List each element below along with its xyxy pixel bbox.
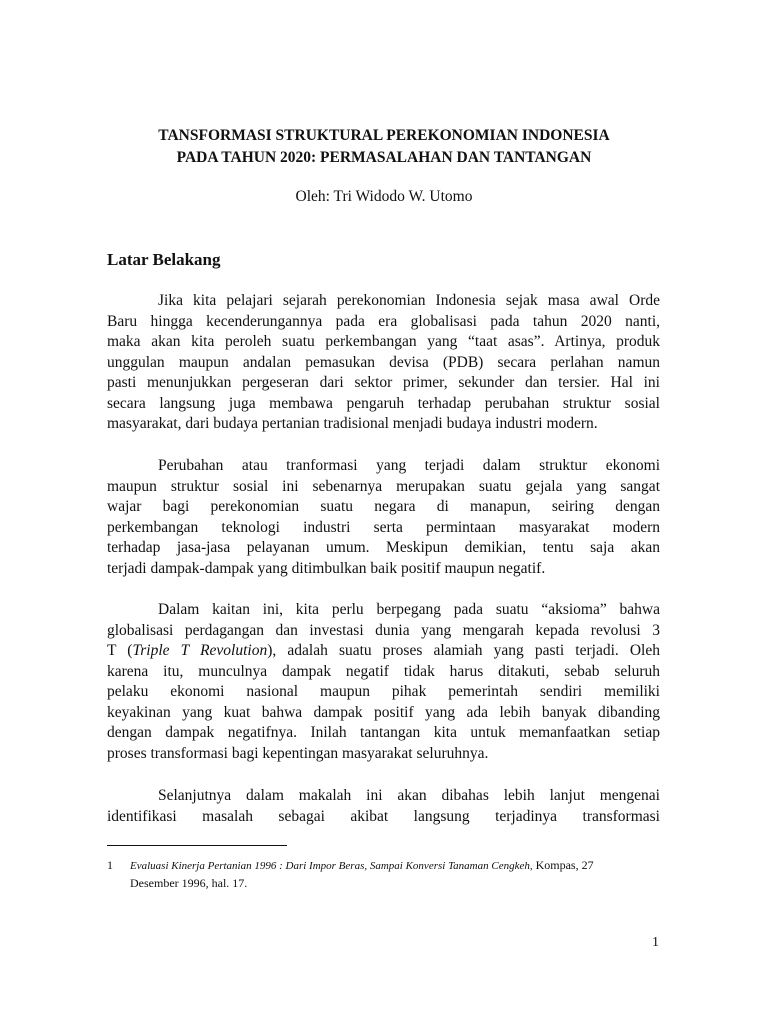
- footnote-body: [130, 857, 662, 892]
- footnote-text: Kompas, 27: [532, 858, 594, 872]
- footnote-text: Desember 1996, hal. 17.: [130, 876, 248, 890]
- paragraph-line: perkembangan teknologi industri serta permintaan masyarakat modern: [107, 518, 660, 536]
- footnote: [107, 857, 662, 892]
- paragraph-3: [107, 600, 660, 764]
- paragraph-line: pelaku ekonomi nasional maupun pihak pemerintah sendiri memiliki: [107, 683, 660, 700]
- paragraph-line: wajar bagi perekonomian suatu negara di manapun, seiring dengan: [107, 498, 660, 515]
- paragraph-line: globalisasi perdagangan dan investasi dunia yang mengarah kepada revolusi 3: [107, 621, 660, 639]
- paragraph-line: Jika kita pelajari sejarah perekonomian Indonesia sejak masa awal Orde: [158, 292, 660, 309]
- paragraph-2: [107, 456, 660, 579]
- footnote-source-title: Evaluasi Kinerja Pertanian 1996 : Dari Impor Beras, Sampai Konversi Tanaman Cengkeh,: [130, 860, 533, 872]
- paragraph-line: identifikasi masalah sebagai akibat langsung terjadinya transformasi: [107, 807, 660, 825]
- paragraph-line: terjadi dampak-dampak yang ditimbulkan baik positif maupun negatif.: [107, 559, 546, 577]
- paragraph-line: Dalam kaitan ini, kita perlu berpegang pada suatu “aksioma” bahwa: [158, 601, 660, 618]
- paragraph-line: dengan dampak negatifnya. Inilah tantangan kita untuk memanfaatkan setiap: [107, 724, 660, 741]
- italic-term: Triple T Revolution: [132, 642, 268, 659]
- paragraph-line: masyarakat, dari budaya pertanian tradisional menjadi budaya industri modern.: [107, 415, 598, 432]
- author-line: Oleh: Tri Widodo W. Utomo: [295, 188, 473, 205]
- line-text: T (: [107, 642, 133, 659]
- footnote-separator: [107, 845, 287, 846]
- footnote-number: 1: [107, 858, 113, 872]
- paragraph-line: karena itu, munculnya dampak negatif tidak harus ditakuti, sebab seluruh: [107, 662, 660, 680]
- paragraph-line: unggulan maupun andalan pemasukan devisa (PDB) secara perlahan namun: [107, 353, 660, 371]
- section-heading: Latar Belakang: [107, 250, 221, 269]
- paragraph-4: [107, 786, 660, 827]
- page-number: 1: [652, 935, 659, 950]
- title-line-1: TANSFORMASI STRUKTURAL PEREKONOMIAN INDONESIA: [158, 127, 610, 144]
- paragraph-line: secara langsung juga membawa pengaruh terhadap perubahan struktur sosial: [107, 394, 660, 412]
- paragraph-line: keyakinan yang kuat bahwa dampak positif yang ada lebih banyak dibanding: [107, 703, 660, 721]
- paragraph-line: maupun struktur sosial ini sebenarnya merupakan suatu gejala yang sangat: [107, 477, 660, 495]
- paragraph-1: [107, 291, 660, 435]
- paragraph-line: [107, 641, 660, 662]
- line-text: ), adalah suatu proses alamiah yang pasti terjadi. Oleh: [267, 642, 660, 659]
- paragraph-line: proses transformasi bagi kepentingan masyarakat seluruhnya.: [107, 744, 489, 762]
- paragraph-line: Selanjutnya dalam makalah ini akan dibahas lebih lanjut mengenai: [158, 787, 660, 804]
- paragraph-line: maka akan kita peroleh suatu perkembangan yang “taat asas”. Artinya, produk: [107, 333, 660, 350]
- title-line-2: PADA TAHUN 2020: PERMASALAHAN DAN TANTANGAN: [176, 149, 592, 166]
- document-title: [0, 125, 768, 169]
- paragraph-line: terhadap jasa-jasa pelayanan umum. Meskipun demikian, tentu saja akan: [107, 539, 660, 556]
- paragraph-line: Perubahan atau tranformasi yang terjadi dalam struktur ekonomi: [158, 457, 660, 474]
- paragraph-line: Baru hingga kecenderungannya pada era globalisasi pada tahun 2020 nanti,: [107, 312, 660, 330]
- paragraph-line: pasti menunjukkan pergeseran dari sektor primer, sekunder dan tersier. Hal ini: [107, 374, 660, 391]
